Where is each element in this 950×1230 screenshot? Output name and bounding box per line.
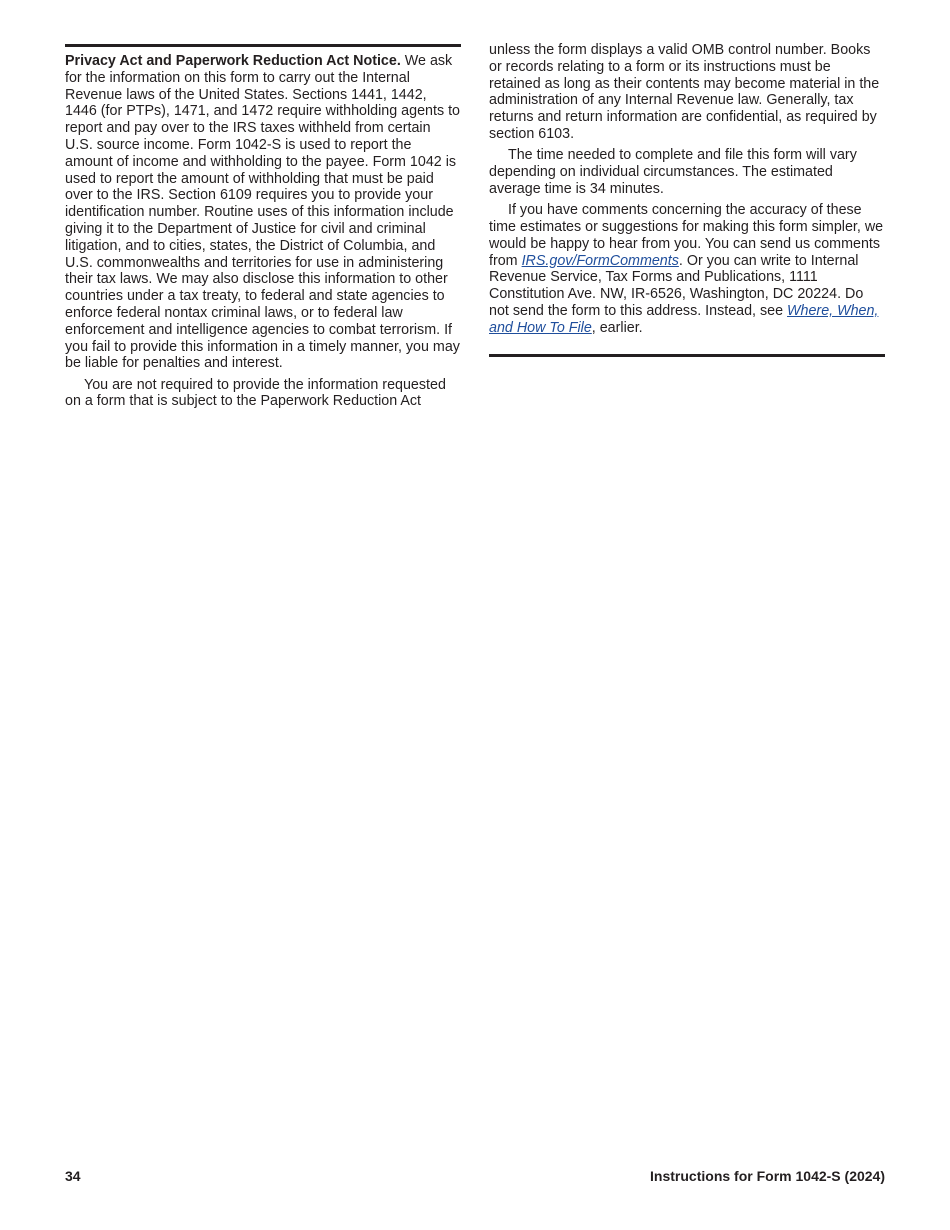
not-required-paragraph: You are not required to provide the information requested on a form that is subject to the Paperwork Reduction Act <box>65 376 446 410</box>
where-when-how-to-file-link[interactable]: Where, When, and How To File <box>489 302 879 336</box>
omb-continuation-paragraph: unless the form displays a valid OMB control number. Books or records relating to a form or its instructions must be retained as long as their contents may become material in the administration of any Internal Revenue law. Generally, tax returns and return information are confidential, as required by section 6103. <box>489 42 880 142</box>
comments-paragraph <box>489 202 885 336</box>
time-needed-paragraph: The time needed to complete and file this form will vary depending on individual circumstances. The estimated average time is 34 minutes. <box>489 147 857 197</box>
privacy-notice-heading: Privacy Act and Paperwork Reduction Act Notice. <box>65 53 401 69</box>
comments-end-text: , earlier. <box>591 319 643 336</box>
page-number: 34 <box>65 1168 81 1184</box>
comments-middle-text: . Or you can write to Internal Revenue Service, Tax Forms and Publications, 1111 Constitution Ave. NW, IR-6526, Washington, DC 20224. Do not send the form to this address. Instead, see <box>489 252 864 319</box>
section-end-rule <box>489 354 885 357</box>
privacy-notice-paragraph <box>65 53 461 372</box>
document-title-footer: Instructions for Form 1042-S (2024) <box>650 1168 885 1184</box>
right-column <box>489 44 885 357</box>
form-comments-link[interactable]: IRS.gov/FormComments <box>521 252 679 269</box>
privacy-notice-body: We ask for the information on this form to carry out the Internal Revenue laws of the United States. Sections 1441, 1442, 1446 (for PTPs), 1471, and 1472 require withholding agents to report and pay over to the IRS taxes withheld from certain U.S. source income. Form 1042-S is used to report the amount of income and withholding to the payee. Form 1042 is used to report the amount of withholding that must be paid over to the IRS. Section 6109 requires you to provide your identification number. Routine uses of this information include giving it to the Department of Justice for civil and criminal litigation, and to cities, states, the District of Columbia, and U.S. commonwealths and territories for use in administering their tax laws. We may also disclose this information to other countries under a tax treaty, to federal and state agencies to enforce federal nontax criminal laws, or to federal law enforcement and intelligence agencies to combat terrorism. If you fail to provide this information in a timely manner, you may be liable for penalties and interest. <box>65 53 461 372</box>
comments-intro-text: If you have comments concerning the accuracy of these time estimates or suggestions for making this form simpler, we would be happy to hear from you. You can send us comments from <box>489 202 884 269</box>
left-column <box>65 44 461 415</box>
section-top-rule <box>65 44 461 47</box>
